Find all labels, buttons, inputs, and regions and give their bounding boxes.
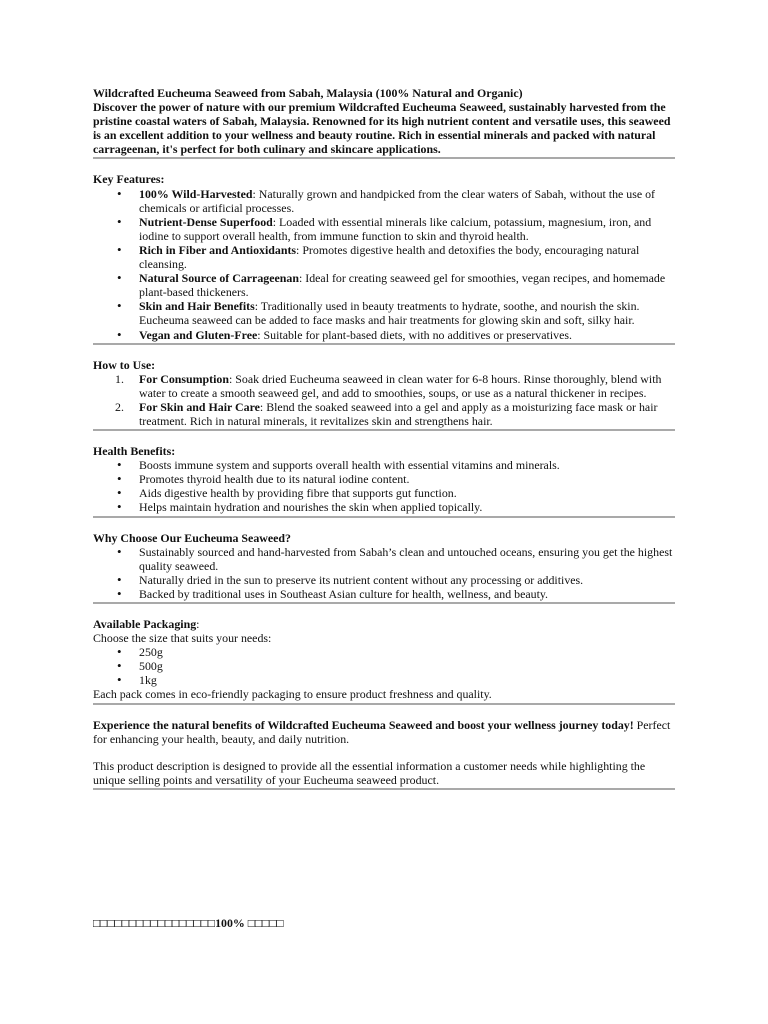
closing-section — [93, 759, 675, 787]
list-item — [93, 187, 675, 215]
list-item: • Helps maintain hydration and nourishes the skin when applied topically. — [93, 500, 675, 514]
list-item — [93, 328, 675, 342]
feature-label: Rich in Fiber and Antioxidants — [139, 242, 297, 257]
size-option: • 250g — [93, 645, 675, 659]
feature-text: : Suitable for plant-based diets, with no additives or preservatives. — [257, 327, 572, 342]
packaging-section — [93, 617, 675, 702]
feature-label: Skin and Hair Benefits — [139, 299, 255, 314]
feature-text: : Naturally grown and handpicked from the clear waters of Sabah, without the use of chemicals or artificial processes. — [139, 186, 656, 215]
list-item: • Backed by traditional uses in Southeast Asian culture for health, wellness, and beauty. — [93, 587, 675, 601]
list-item — [93, 299, 675, 327]
footer-text: □□□□□□□□□□□□□□□□□100% □□□□□ — [93, 916, 284, 930]
list-item: • Promotes thyroid health due to its natural iodine content. — [93, 472, 675, 486]
why-choose-list — [93, 545, 675, 601]
step-text: : Soak dried Eucheuma seaweed in clean water for 6-8 hours. Rinse thoroughly, blend with water to create a smooth seaweed gel, and add to smoothies, soups, or use as a natural thickener in recipes. — [139, 371, 662, 400]
how-to-use-heading: How to Use: — [93, 357, 156, 372]
list-item — [93, 271, 675, 299]
step-number: 2. — [115, 399, 124, 414]
feature-label: 100% Wild-Harvested — [139, 186, 253, 201]
key-features-heading: Key Features: — [93, 172, 165, 187]
list-item — [93, 372, 675, 400]
feature-label: Nutrient-Dense Superfood — [139, 214, 273, 229]
step-label: For Skin and Hair Care — [139, 399, 260, 414]
feature-text: : Promotes digestive health and detoxifies the body, encouraging natural cleansing. — [139, 242, 640, 272]
key-features-section — [93, 172, 675, 341]
feature-text: : Loaded with essential minerals like calcium, potassium, magnesium, iron, and iodine to support overall health, from immune function to skin and thyroid health. — [139, 214, 652, 243]
packaging-intro: Choose the size that suits your needs: — [93, 631, 272, 646]
document-body — [93, 86, 675, 790]
packaging-note: Each pack comes in eco-friendly packaging to ensure product freshness and quality. — [93, 687, 492, 702]
why-choose-heading: Why Choose Our Eucheuma Seaweed? — [93, 530, 291, 545]
list-item — [93, 400, 675, 428]
list-item: • Sustainably sourced and hand-harvested from Sabah’s clean and untouched oceans, ensuring you get the highest quality seaweed. — [93, 545, 675, 573]
health-benefits-list — [93, 458, 675, 514]
cta-section — [93, 718, 675, 746]
step-label: For Consumption — [139, 371, 229, 386]
feature-label: Vegan and Gluten-Free — [139, 327, 258, 342]
list-item: • Naturally dried in the sun to preserve its nutrient content without any processing or additives. — [93, 573, 675, 587]
list-item: • Aids digestive health by providing fibre that supports gut function. — [93, 486, 675, 500]
how-to-use-section — [93, 358, 675, 428]
packaging-heading: Available Packaging — [93, 617, 197, 631]
packaging-heading-colon: : — [196, 617, 200, 631]
cta-bold-text: Experience the natural benefits of Wildcrafted Eucheuma Seaweed and boost your wellness journey today! — [93, 717, 634, 732]
intro-section — [93, 86, 675, 156]
divider — [93, 788, 675, 790]
health-benefits-heading: Health Benefits: — [93, 444, 176, 459]
list-item — [93, 215, 675, 243]
step-text: : Blend the soaked seaweed into a gel and apply as a moisturizing face mask or hair treatment. Rich in natural minerals, it revitalizes skin and strengthens hair. — [139, 399, 658, 428]
feature-label: Natural Source of Carrageenan — [139, 271, 299, 286]
size-option: • 500g — [93, 659, 675, 673]
feature-text: : Ideal for creating seaweed gel for smoothies, vegan recipes, and homemade plant-based thickeners. — [139, 271, 666, 300]
closing-paragraph: This product description is designed to provide all the essential information a customer needs while highlighting the unique selling points and versatility of your Eucheuma seaweed product. — [93, 758, 646, 787]
document-title: Wildcrafted Eucheuma Seaweed from Sabah, Malaysia (100% Natural and Organic) — [93, 86, 523, 100]
feature-text: : Traditionally used in beauty treatments to hydrate, soothe, and nourish the skin. Eucheuma seaweed can be added to face masks and hair treatments for glowing skin and soft, silky hair. — [139, 299, 640, 328]
key-features-list — [93, 187, 675, 342]
health-benefits-section — [93, 444, 675, 514]
list-item — [93, 243, 675, 271]
size-option: • 1kg — [93, 673, 675, 687]
how-to-use-list — [93, 372, 675, 428]
packaging-sizes-list — [93, 645, 675, 687]
intro-paragraph: Discover the power of nature with our premium Wildcrafted Eucheuma Seaweed, sustainably harvested from the pristine coastal waters of Sabah, Malaysia. Renowned for its high nutrient content and versatile uses, this seaweed is an excellent addition to your wellness and beauty routine. Rich in essential minerals and packed with natural carrageenan, it's perfect for both culinary and skincare applications. — [93, 100, 671, 157]
list-item: • Boosts immune system and supports overall health with essential vitamins and minerals. — [93, 458, 675, 472]
why-choose-section — [93, 531, 675, 601]
cta-text: Perfect for enhancing your health, beauty, and daily nutrition. — [93, 717, 671, 746]
step-number: 1. — [115, 371, 124, 386]
